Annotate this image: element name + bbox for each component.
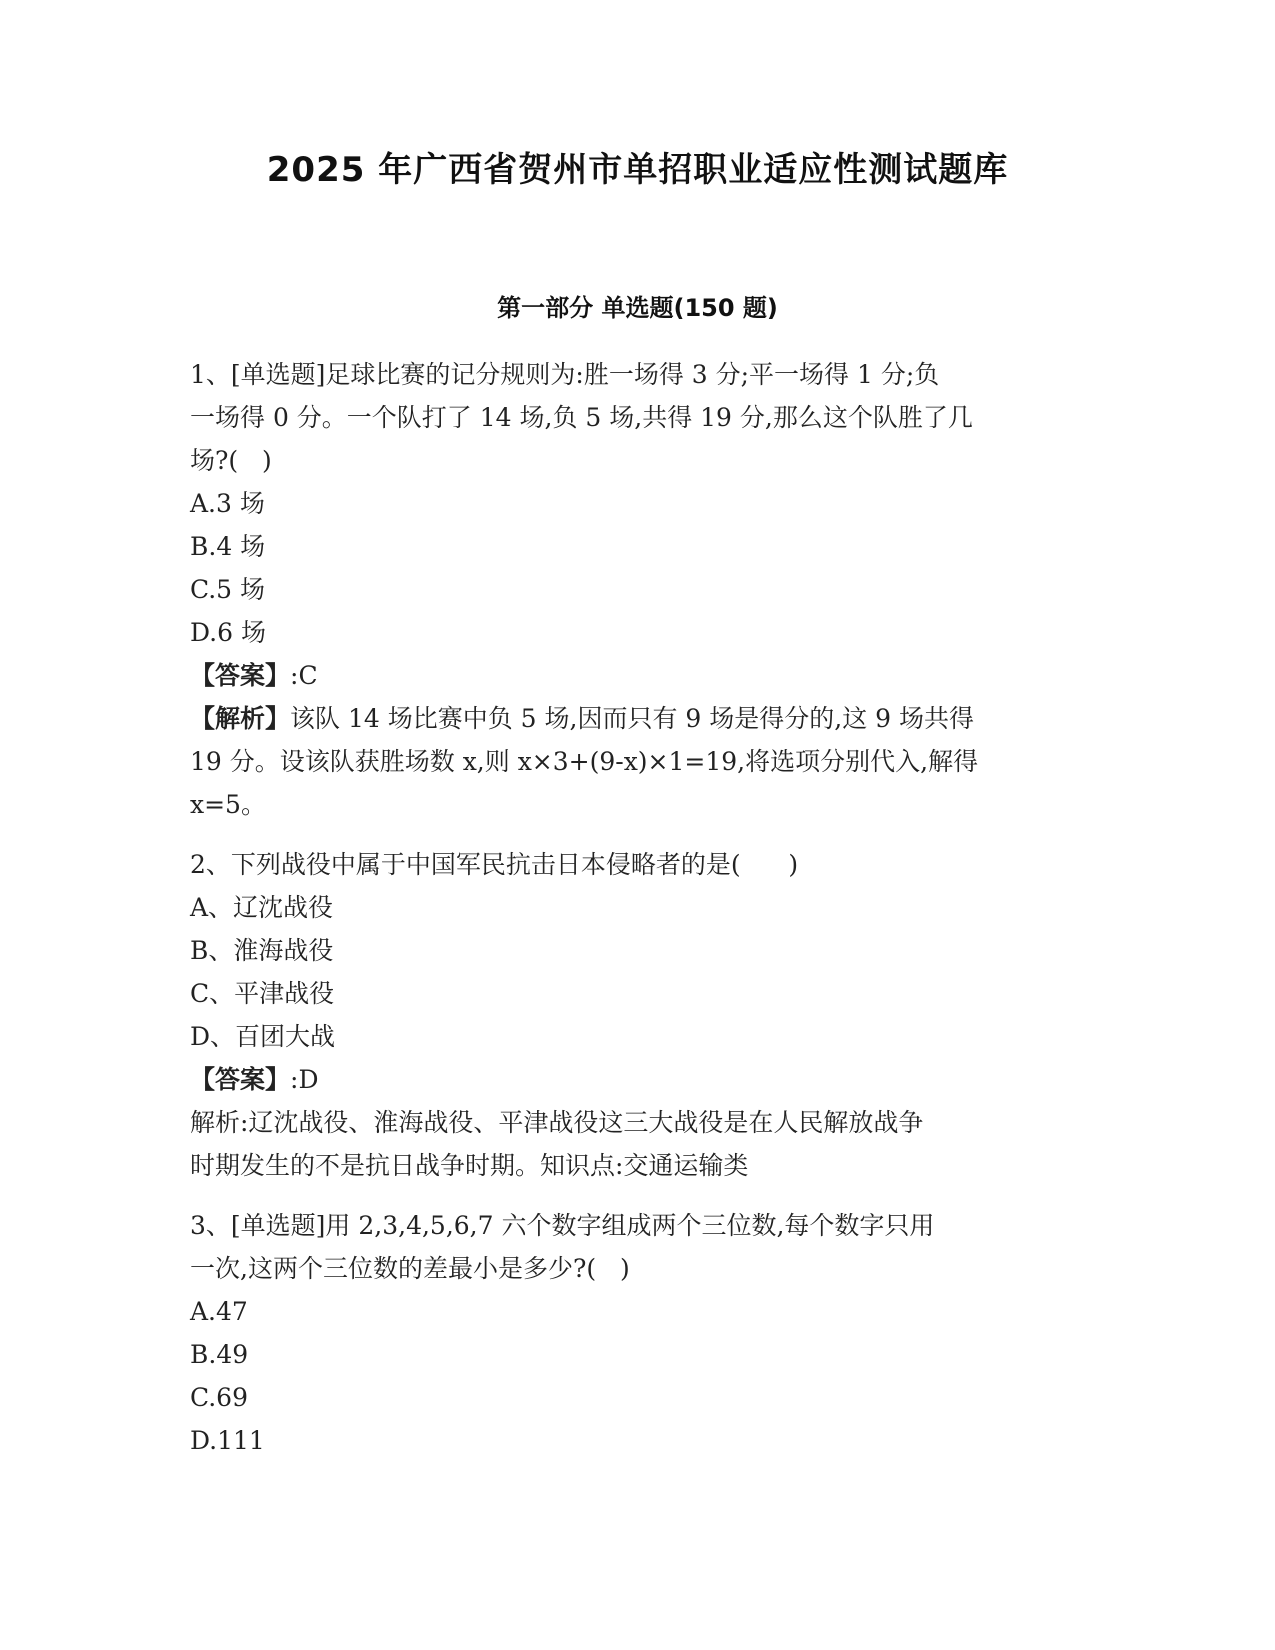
option-c: C、平津战役 — [190, 979, 335, 1008]
question-1 — [190, 353, 1090, 826]
option-a: A.3 场 — [190, 489, 265, 518]
question-stem-line: 场?( ) — [190, 446, 272, 475]
question-list — [190, 353, 1090, 1462]
analysis-label: 【解析】 — [190, 704, 291, 733]
option-a: A、辽沈战役 — [190, 893, 334, 922]
answer-label: 【答案】 — [190, 1065, 291, 1094]
analysis-line: 时期发生的不是抗日战争时期。知识点:交通运输类 — [190, 1151, 749, 1180]
question-stem-line: 一场得 0 分。一个队打了 14 场,负 5 场,共得 19 分,那么这个队胜了几 — [190, 403, 973, 432]
question-stem-line: 1、[单选题]足球比赛的记分规则为:胜一场得 3 分;平一场得 1 分;负 — [190, 360, 940, 389]
section-title: 第一部分 单选题(150 题) — [497, 294, 778, 322]
option-a: A.47 — [190, 1297, 248, 1326]
option-b: B、淮海战役 — [190, 936, 334, 965]
question-spacer — [190, 826, 1090, 843]
answer-label: 【答案】 — [190, 661, 291, 690]
option-b: B.4 场 — [190, 532, 266, 561]
option-d: D、百团大战 — [190, 1022, 336, 1051]
document-title: 2025 年广西省贺州市单招职业适应性测试题库 — [266, 150, 1009, 190]
answer-value: :C — [290, 661, 318, 690]
analysis-line: 19 分。设该队获胜场数 x,则 x×3+(9-x)×1=19,将选项分别代入,解得 — [190, 747, 979, 776]
option-d: D.6 场 — [190, 618, 266, 647]
option-c: C.69 — [190, 1383, 248, 1412]
option-c: C.5 场 — [190, 575, 266, 604]
question-stem-line: 2、下列战役中属于中国军民抗击日本侵略者的是( ) — [190, 850, 799, 879]
analysis-line — [190, 697, 1090, 740]
question-2 — [190, 843, 1090, 1187]
question-stem-line: 一次,这两个三位数的差最小是多少?( ) — [190, 1254, 630, 1283]
analysis-text: 该队 14 场比赛中负 5 场,因而只有 9 场是得分的,这 9 场共得 — [290, 704, 975, 733]
option-b: B.49 — [190, 1340, 249, 1369]
answer-line — [190, 654, 1090, 697]
answer-line — [190, 1058, 1090, 1101]
question-spacer — [190, 1187, 1090, 1204]
analysis-line: 解析:辽沈战役、淮海战役、平津战役这三大战役是在人民解放战争 — [190, 1108, 924, 1137]
question-stem-line: 3、[单选题]用 2,3,4,5,6,7 六个数字组成两个三位数,每个数字只用 — [190, 1211, 935, 1240]
question-3 — [190, 1204, 1090, 1462]
option-d: D.111 — [190, 1426, 265, 1455]
analysis-line: x=5。 — [190, 790, 266, 819]
answer-value: :D — [290, 1065, 319, 1094]
